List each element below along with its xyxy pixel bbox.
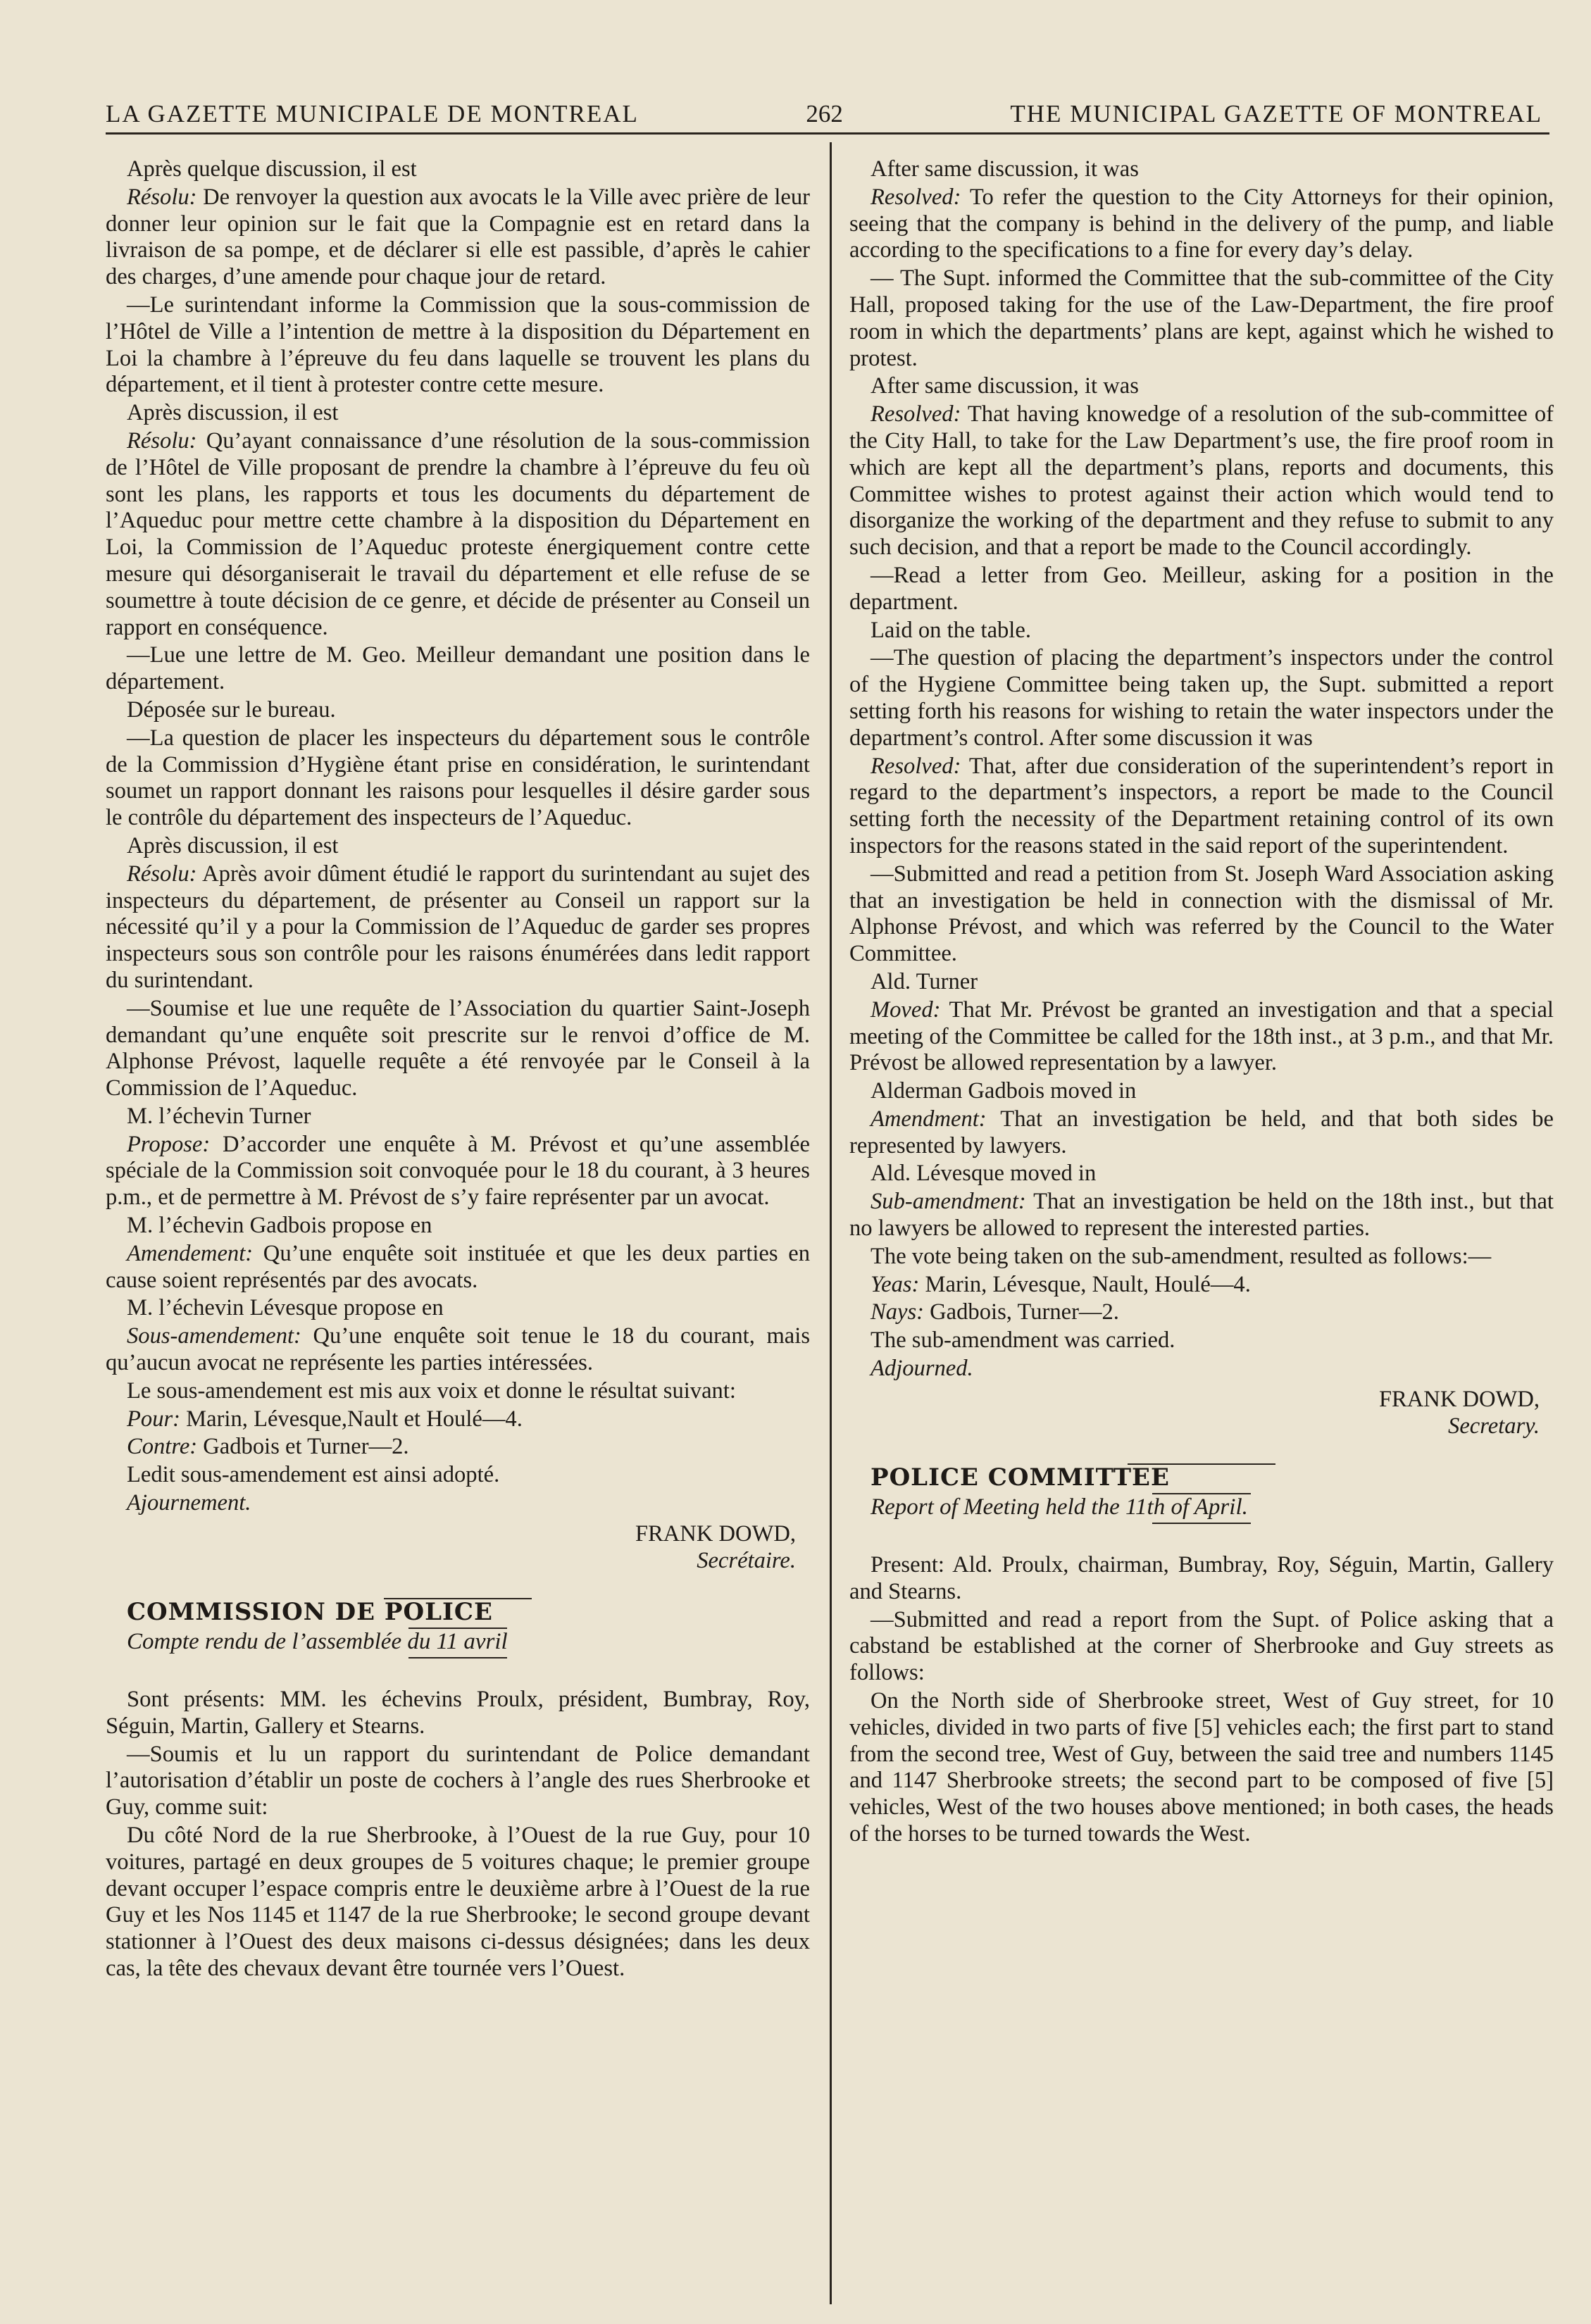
paragraph-text: To refer the question to the City Attorneys for their opinion, seeing that the company is behind in the delivery of the pump, and liable according to the specifications to a fine for every day’s delay.: [849, 184, 1554, 263]
paragraph: [849, 997, 1554, 1077]
vote-label: Yeas:: [871, 1271, 920, 1297]
paragraph: Sont présents: MM. les échevins Proulx, président, Bumbray, Roy, Séguin, Martin, Gallery et Stearns.: [106, 1687, 810, 1739]
paragraph: —Lue une lettre de M. Geo. Meilleur demandant une position dans le département.: [106, 642, 810, 695]
resolution-label: Resolved:: [871, 753, 961, 779]
paragraph: [106, 861, 810, 994]
vote-line: [106, 1434, 810, 1461]
paragraph-text: That having knowedge of a resolution of the sub-committee of the City Hall, to take for the Law Department’s use, the fire proof room in which are kept all the department’s plans, reports and documents, this Committee wishes to protest against their action which would tend to disorganize the working of the department and they refuse to submit to any such decision, and that a report be made to the Council accordingly.: [849, 401, 1554, 561]
signature-title: Secretary.: [1448, 1413, 1540, 1439]
paragraph-text: D’accorder une enquête à M. Prévost et qu’une assemblée spéciale de la Commission soit convoquée pour le 18 du courant, à 3 heures p.m., et de permettre à M. Prévost de s’y faire représenter par un avocat.: [106, 1131, 810, 1211]
adjournment: Adjourned.: [871, 1356, 973, 1382]
paragraph: The sub-amendment was carried.: [871, 1327, 1175, 1354]
paragraph: [106, 185, 810, 291]
paragraph: The vote being taken on the sub-amendment, resulted as follows:—: [871, 1243, 1492, 1269]
paragraph: [106, 1132, 810, 1211]
paragraph: After same discussion, it was: [871, 156, 1139, 182]
french-column: [106, 156, 810, 1984]
vote-text: Marin, Lévesque, Nault, Houlé—4.: [919, 1271, 1251, 1297]
adjournment: Ajournement.: [127, 1490, 251, 1516]
vote-text: Gadbois et Turner—2.: [197, 1434, 409, 1460]
paragraph: M. l’échevin Gadbois propose en: [127, 1213, 432, 1239]
signature-name: FRANK DOWD,: [635, 1520, 796, 1547]
paragraph: Après discussion, il est: [127, 832, 339, 858]
section-divider: [1152, 1523, 1251, 1524]
paragraph: [849, 401, 1554, 561]
paragraph: After same discussion, it was: [871, 373, 1139, 399]
paragraph: Du côté Nord de la rue Sherbrooke, à l’Ouest de la rue Guy, pour 10 voitures, partagé en deux groupes de 5 voitures chaque; le premier groupe devant occuper l’espace compris entre le deuxième arbre à l’Ouest de la rue Guy et les Nos 1145 et 1147 de la rue Sherbrooke; le second groupe devant stationner à l’Ouest des deux maisons ci-dessus désignées; dans les deux cas, la tête des chevaux devant être tournée vers l’Ouest.: [106, 1823, 810, 1981]
paragraph-text: Qu’une enquête soit tenue le 18 du courant, mais qu’aucun avocat ne représente les parties intéressées.: [106, 1323, 810, 1376]
resolution-label: Resolved:: [871, 184, 961, 210]
motion-label: Amendement:: [127, 1240, 254, 1266]
paragraph: Déposée sur le bureau.: [127, 696, 336, 723]
paragraph: Ledit sous-amendement est ainsi adopté.: [127, 1462, 500, 1488]
paragraph: —Soumis et lu un rapport du surintendant de Police demandant l’autorisation d’établir un poste de cochers à l’angle des rues Sherbrooke et Guy, comme suit:: [106, 1741, 810, 1820]
paragraph: Ald. Lévesque moved in: [871, 1161, 1097, 1187]
paragraph: —Soumise et lue une requête de l’Association du quartier Saint-Joseph demandant qu’une enquête soit prescrite sur le renvoi d’office de M. Alphonse Prévost, laquelle requête a été renvoyée par le Conseil à la Commission de l’Aqueduc.: [106, 995, 810, 1101]
paragraph-text: Qu’ayant connaissance d’une résolution de la sous-commission de l’Hôtel de Ville proposant de prendre la chambre à l’épreuve du feu où sont les plans, les rapports et tous les documents du département de l’Aqueduc pour mettre cette chambre à la disposition du Département en Loi, la Commission de l’Aqueduc proteste énergiquement contre cette mesure qui désorganiserait le travail du département et elle refuse de se soumettre à toute décision de ce genre, et décide de présenter au Conseil un rapport en conséquence.: [106, 427, 810, 640]
vote-text: Gadbois, Turner—2.: [924, 1299, 1119, 1325]
motion-label: Propose:: [127, 1131, 211, 1157]
vote-label: Nays:: [871, 1299, 925, 1325]
signature: [106, 1521, 810, 1575]
motion-label: Amendment:: [871, 1106, 987, 1132]
paragraph: M. l’échevin Turner: [127, 1103, 311, 1129]
section-title: COMMISSION DE POLICE: [127, 1598, 493, 1627]
paragraph: Après discussion, il est: [127, 400, 339, 426]
paragraph: Après quelque discussion, il est: [127, 156, 417, 182]
page-header: [106, 83, 1542, 128]
paragraph: — The Supt. informed the Committee that the sub-committee of the City Hall, proposed taking for the use of the Law-Department, the fire proof room in which the departments’ plans are kept, against which he wished to protest.: [849, 265, 1554, 371]
signature-name: FRANK DOWD,: [1378, 1386, 1540, 1412]
paragraph: [849, 1106, 1554, 1160]
paragraph: —Submitted and read a report from the Supt. of Police asking that a cabstand be established at the corner of Sherbrooke and Guy streets as follows:: [849, 1606, 1554, 1686]
vote-line: [106, 1406, 810, 1433]
english-column: [849, 156, 1554, 1849]
motion-label: Sub-amendment:: [871, 1189, 1026, 1215]
header-french-title: LA GAZETTE MUNICIPALE DE MONTREAL: [106, 100, 639, 127]
resolution-label: Résolu:: [127, 184, 197, 210]
vote-line: [849, 1272, 1554, 1299]
section-subtitle: Compte rendu de l’assemblée du 11 avril: [127, 1629, 508, 1655]
paragraph: Alderman Gadbois moved in: [871, 1078, 1137, 1104]
paragraph: —Read a letter from Geo. Meilleur, asking for a position in the department.: [849, 562, 1554, 615]
paragraph: [849, 185, 1554, 264]
paragraph: M. l’échevin Lévesque propose en: [127, 1295, 444, 1321]
paragraph: —La question de placer les inspecteurs du département sous le contrôle de la Commission d’Hygiène étant prise en considération, le surintendant soumet un rapport donnant les raisons pour lesquelles il désire garder sous le contrôle du département des inspecteurs de l’Aqueduc.: [106, 725, 810, 831]
resolution-label: Résolu:: [127, 861, 197, 887]
paragraph: —Le surintendant informe la Commission que la sous-commission de l’Hôtel de Ville a l’intention de mettre à la disposition du Département en Loi la chambre à l’épreuve du feu dans laquelle se trouvent les plans du département, et il tient à protester contre cette mesure.: [106, 292, 810, 398]
vote-label: Contre:: [127, 1434, 198, 1460]
paragraph-text: That an investigation be held on the 18th inst., but that no lawyers be allowed to represent the interested parties.: [849, 1189, 1554, 1242]
vote-label: Pour:: [127, 1406, 181, 1432]
vote-text: Marin, Lévesque,Nault et Houlé—4.: [180, 1406, 523, 1432]
paragraph-text: Après avoir dûment étudié le rapport du surintendant au sujet des inspecteurs du département, de présenter au Conseil un rapport sur la nécessité qu’il y a pour la Commission de l’Aqueduc de garder ses propres inspecteurs sous son contrôle pour les raisons énumérées dans ledit rapport du surintendant.: [106, 861, 810, 993]
signature-title: Secrétaire.: [697, 1547, 796, 1573]
header-english-title: THE MUNICIPAL GAZETTE OF MONTREAL: [1010, 100, 1542, 127]
paragraph: On the North side of Sherbrooke street, West of Guy street, for 10 vehicles, divided in two parts of five [5] vehicles each; the first part to stand from the second tree, West of Guy, between the said tree and numbers 1145 and 1147 Sherbrooke streets; the second part to be composed of five [5] vehicles, West of the two houses above mentioned; in both cases, the heads of the horses to be turned towards the West.: [849, 1688, 1554, 1847]
resolution-label: Resolved:: [871, 401, 961, 427]
section-divider: [408, 1657, 507, 1658]
signature: [849, 1387, 1554, 1440]
paragraph: [106, 428, 810, 641]
paragraph-text: That an investigation be held, and that both sides be represented by lawyers.: [849, 1106, 1554, 1158]
paragraph-text: That Mr. Prévost be granted an investigation and that a special meeting of the Committee be called for the 18th inst., at 3 p.m., and that Mr. Prévost be allowed representation by a lawyer.: [849, 997, 1554, 1076]
paragraph: —The question of placing the department’s inspectors under the control of the Hygiene Committee being taken up, the Supt. submitted a report setting forth his reasons for wishing to retain the water inspectors under the department’s control. After some discussion it was: [849, 645, 1554, 751]
vote-line: [849, 1299, 1554, 1326]
paragraph: [106, 1241, 810, 1294]
paragraph: [849, 754, 1554, 860]
paragraph: [849, 1189, 1554, 1242]
section-title: POLICE COMMITTEE: [871, 1463, 1170, 1492]
paragraph: Laid on the table.: [871, 617, 1031, 643]
paragraph: [106, 1323, 810, 1377]
paragraph-text: That, after due consideration of the superintendent’s report in regard to the department’s inspectors, a report be made to the Council setting forth the necessity of the Department retaining control of its own inspectors for the reasons stated in the said report of the superintendent.: [849, 753, 1554, 858]
paragraph: —Submitted and read a petition from St. Joseph Ward Association asking that an investigation be held in connection with the dismissal of Mr. Alphonse Prévost, and which was referred by the Council to the Water Committee.: [849, 861, 1554, 967]
page-number: 262: [806, 100, 843, 127]
paragraph-text: Qu’une enquête soit instituée et que les deux parties en cause soient représentés par des avocats.: [106, 1240, 810, 1293]
header-rule: [106, 132, 1549, 135]
motion-label: Moved:: [871, 997, 941, 1023]
paragraph-text: De renvoyer la question aux avocats le la Ville avec prière de leur donner leur opinion sur le fait que la Compagnie est en retard dans la livraison de sa pompe, et de déclarer si elle est passible, d’après le cahier des charges, d’une amende pour chaque jour de retard.: [106, 184, 810, 290]
resolution-label: Résolu:: [127, 427, 197, 454]
paragraph: Le sous-amendement est mis aux voix et donne le résultat suivant:: [127, 1377, 736, 1404]
paragraph: Present: Ald. Proulx, chairman, Bumbray, Roy, Séguin, Martin, Gallery and Stearns.: [849, 1552, 1554, 1604]
motion-label: Sous-amendement:: [127, 1323, 301, 1349]
section-subtitle: Report of Meeting held the 11th of April.: [871, 1494, 1248, 1520]
paragraph: Ald. Turner: [871, 968, 978, 994]
column-divider: [830, 142, 832, 2304]
